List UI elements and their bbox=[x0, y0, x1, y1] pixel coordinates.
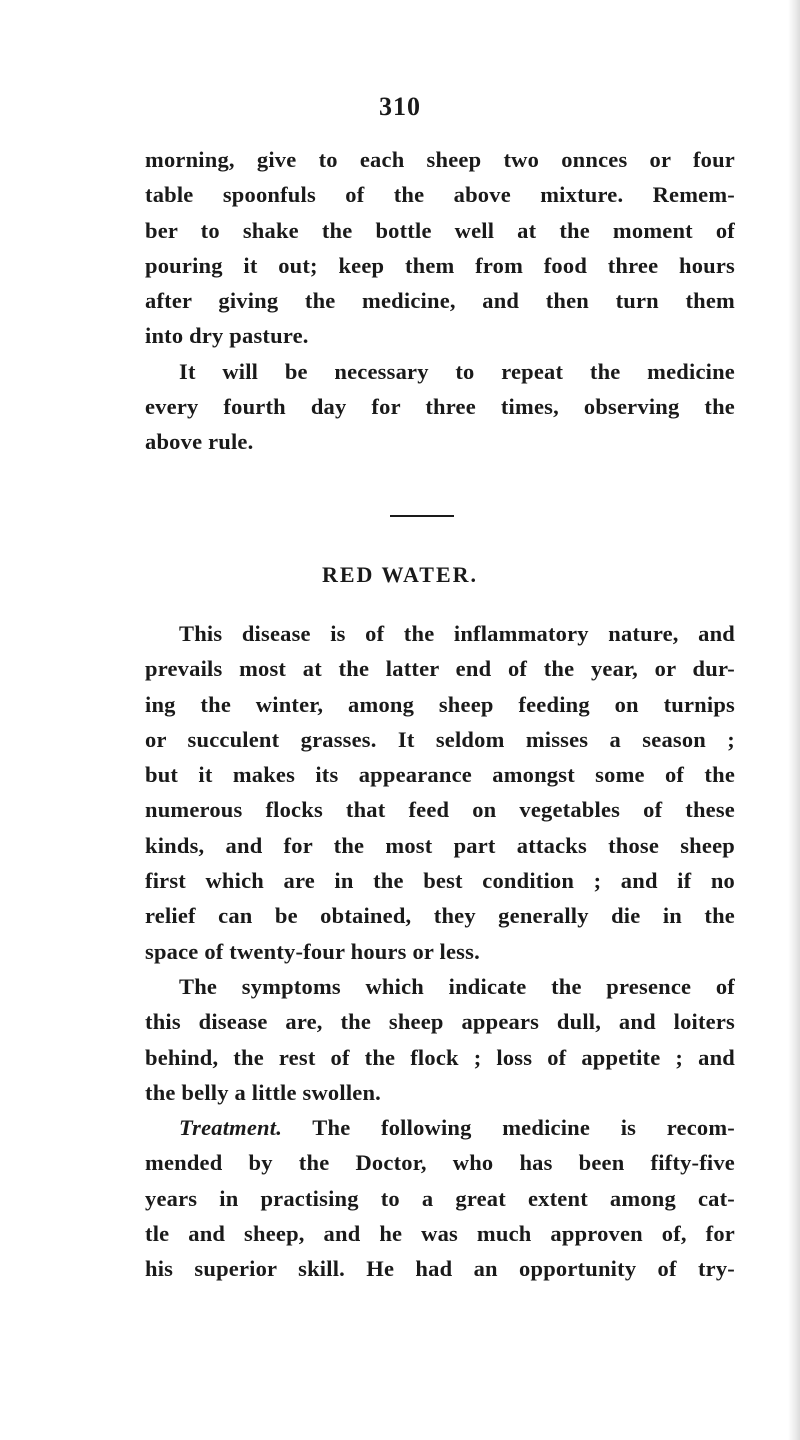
text-line: prevails most at the latter end of the year, or dur- bbox=[145, 656, 735, 682]
treatment-label: Treatment. bbox=[179, 1115, 283, 1141]
text-line: morning, give to each sheep two onnces or four bbox=[145, 147, 735, 172]
text-line: tle and sheep, and he was much approven of, for bbox=[145, 1221, 735, 1247]
text-line: his superior skill. He had an opportunity of try- bbox=[145, 1256, 735, 1282]
text-line: pouring it out; keep them from food three hours bbox=[145, 252, 735, 278]
text-line: It will be necessary to repeat the medicine bbox=[179, 358, 735, 384]
text-line: relief can be obtained, they generally die in the bbox=[145, 903, 735, 929]
text-line: ber to shake the bottle well at the moment of bbox=[145, 217, 735, 243]
text-line: every fourth day for three times, observing the bbox=[145, 394, 735, 420]
text-line: after giving the medicine, and then turn them bbox=[145, 288, 735, 314]
text-line: numerous flocks that feed on vegetables of these bbox=[145, 797, 735, 823]
section-body bbox=[145, 616, 735, 1287]
page-edge-shadow bbox=[788, 0, 800, 1440]
text-line: space of twenty-four hours or less. bbox=[145, 938, 480, 964]
text-line: into dry pasture. bbox=[145, 323, 309, 349]
text-line: this disease are, the sheep appears dull, and loiters bbox=[145, 1009, 735, 1035]
text-line: above rule. bbox=[145, 429, 254, 455]
text-line: years in practising to a great extent among cat- bbox=[145, 1185, 735, 1211]
text-line: but it makes its appearance amongst some of the bbox=[145, 762, 735, 788]
text-line: mended by the Doctor, who has been fifty-five bbox=[145, 1150, 735, 1176]
section-divider bbox=[390, 515, 454, 517]
text-line: or succulent grasses. It seldom misses a season ; bbox=[145, 726, 735, 752]
section-heading: RED WATER. bbox=[321, 562, 479, 587]
page-number: 310 bbox=[379, 92, 421, 121]
intro-paragraph bbox=[145, 142, 735, 460]
text-line: kinds, and for the most part attacks those sheep bbox=[145, 832, 735, 858]
text-line: This disease is of the inflammatory nature, and bbox=[179, 621, 735, 646]
text-line: The symptoms which indicate the presence of bbox=[179, 973, 735, 999]
treatment-line bbox=[145, 1110, 735, 1145]
text-line: the belly a little swollen. bbox=[145, 1079, 382, 1105]
text-line: table spoonfuls of the above mixture. Remem- bbox=[145, 182, 735, 208]
text-line: ing the winter, among sheep feeding on turnips bbox=[145, 691, 735, 717]
text-line: behind, the rest of the flock ; loss of appetite ; and bbox=[145, 1044, 735, 1070]
text-line: first which are in the best condition ; and if no bbox=[145, 868, 735, 894]
treatment-line-text: The following medicine is recom- bbox=[282, 1115, 735, 1141]
